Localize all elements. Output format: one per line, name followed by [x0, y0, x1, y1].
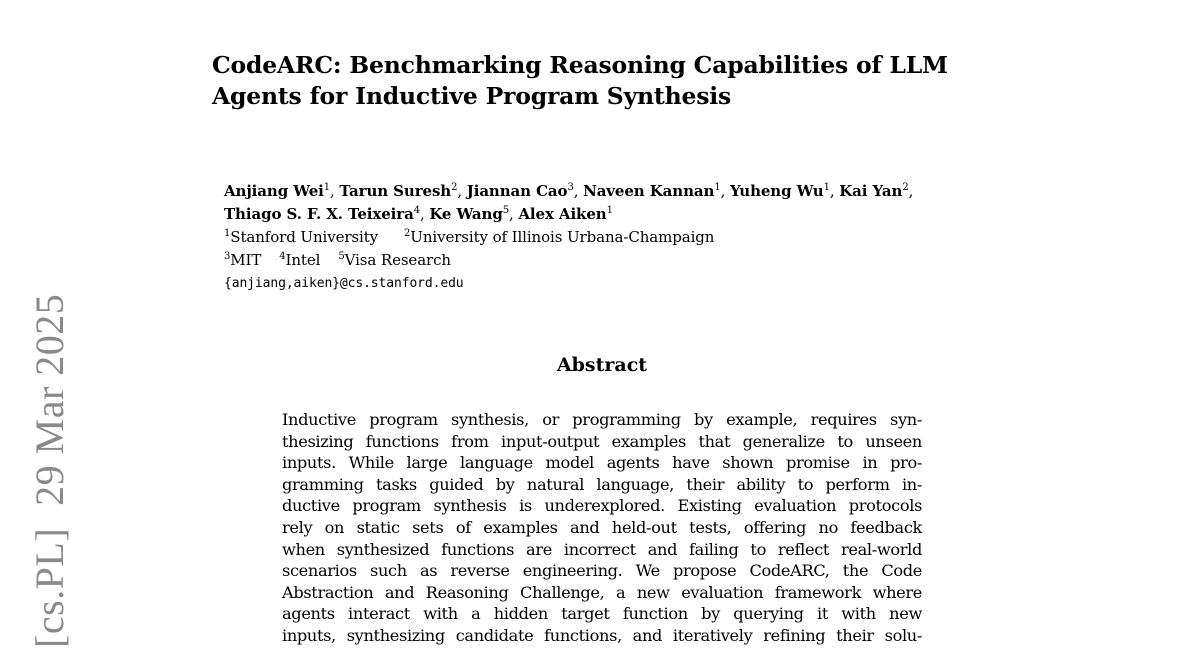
author-line-2: Thiago S. F. X. Teixeira$^4$, Ke Wang$^5$, Alex Aiken$^1$	[224, 205, 613, 223]
author-affiliation-mark: 1	[823, 182, 830, 193]
author-affiliation-mark: 4	[413, 205, 420, 216]
affiliation-line-2	[224, 249, 1024, 272]
author-name: Tarun Suresh	[339, 182, 452, 200]
author-affiliation-mark: 3	[567, 182, 574, 193]
abstract-line: Abstraction and Reasoning Challenge, a new evaluation framework where	[282, 582, 922, 602]
author-affiliation-mark: 1	[714, 182, 721, 193]
abstract-body	[282, 409, 922, 647]
affiliation-number: 2	[404, 228, 411, 239]
affiliation-name: Stanford University	[230, 228, 379, 246]
abstract-line: inputs. While large language model agents have shown promise in pro-	[282, 453, 922, 473]
affiliation-name: University of Illinois Urbana-Champaign	[410, 228, 715, 246]
author-affiliation-mark: 5	[502, 205, 510, 216]
abstract-line: Inductive program synthesis, or programming by example, requires syn-	[282, 410, 922, 429]
affiliation-number: 1	[224, 228, 231, 239]
author-name: Thiago S. F. X. Teixeira	[224, 205, 414, 223]
contact-email: {anjiang,aiken}@cs.stanford.edu	[224, 276, 464, 291]
author-line-1: Anjiang Wei$^1$, Tarun Suresh$^2$, Jiannan Cao$^3$, Naveen Kannan$^1$, Yuheng Wu$^1$, Kai Yan$^2$,	[224, 182, 914, 200]
title-line: CodeARC: Benchmarking Reasoning Capabilities of LLM	[212, 51, 948, 79]
abstract-line: thesizing functions from input-output examples that generalize to unseen	[282, 431, 922, 451]
author-name: Anjiang Wei	[224, 182, 324, 200]
author-name: Ke Wang	[429, 205, 503, 223]
author-affiliation-mark: 1	[606, 205, 613, 216]
affiliation-name: MIT	[230, 251, 262, 269]
affiliation-number: 3	[224, 251, 231, 262]
title-line: Agents for Inductive Program Synthesis	[212, 82, 731, 110]
author-block	[224, 180, 1024, 295]
author-name: Naveen Kannan	[583, 182, 715, 200]
arxiv-date: 29 Mar 2025	[27, 293, 72, 506]
author-name: Yuheng Wu	[729, 182, 824, 200]
affiliation-number: 5	[338, 251, 345, 262]
arxiv-category: [cs.PL]	[27, 527, 72, 648]
abstract-line: agents interact with a hidden target function by querying it with new	[282, 604, 922, 624]
abstract-line: scenarios such as reverse engineering. We propose CodeARC, the Code	[282, 561, 922, 581]
affiliation-number: 4	[279, 251, 286, 262]
abstract-line: rely on static sets of examples and held-out tests, offering no feedback	[282, 517, 922, 537]
author-affiliation-mark: 2	[902, 182, 909, 193]
abstract-line: when synthesized functions are incorrect and failing to reflect real-world	[282, 539, 922, 559]
abstract-line: ductive program synthesis is underexplored. Existing evaluation protocols	[282, 496, 922, 516]
author-name: Alex Aiken	[518, 205, 607, 223]
author-name: Jiannan Cao	[466, 182, 568, 200]
abstract-line: inputs, synthesizing candidate functions, and iteratively refining their solu-	[282, 625, 922, 645]
affiliation-name: Intel	[285, 251, 321, 269]
author-affiliation-mark: 2	[451, 182, 458, 193]
paper-title	[212, 50, 1012, 112]
affiliation-name: Visa Research	[344, 251, 451, 269]
abstract-line: gramming tasks guided by natural language, their ability to perform in-	[282, 474, 922, 494]
abstract-heading: Abstract	[556, 354, 648, 376]
author-name: Kai Yan	[839, 182, 903, 200]
author-affiliation-mark: 1	[323, 182, 331, 193]
affiliation-line-1	[224, 226, 1024, 249]
